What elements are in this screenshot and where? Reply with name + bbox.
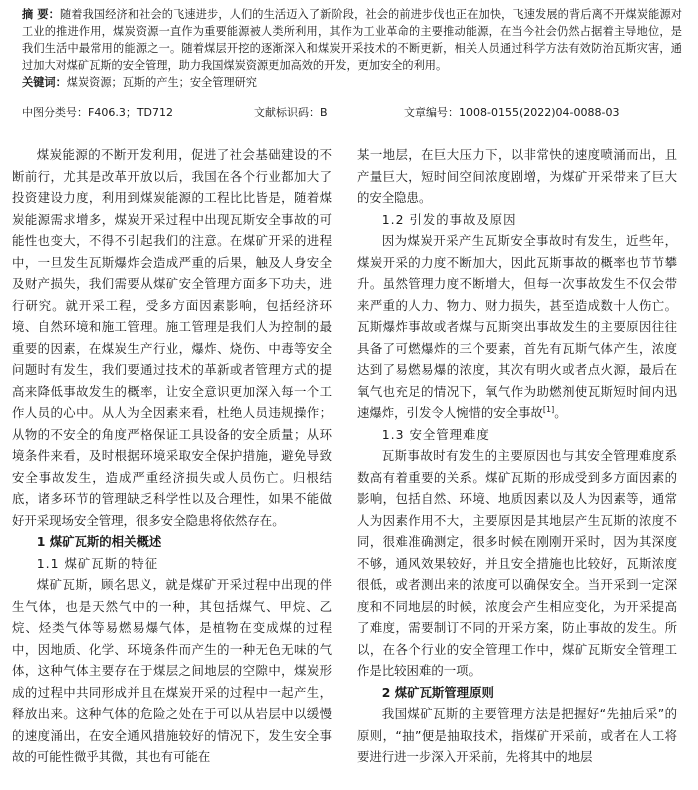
keywords-paragraph — [22, 74, 682, 91]
section-1-2-heading: 1.2 引发的事故及原因 — [381, 211, 517, 227]
abstract-label: 摘 要： — [22, 8, 60, 21]
clc-number: 中图分类号：F406.3；TD712 — [22, 106, 174, 119]
section-2-heading: 2 煤矿瓦斯管理原则 — [381, 684, 494, 700]
section-1-2-paragraph — [357, 230, 677, 424]
keywords-label: 关键词： — [22, 76, 67, 89]
abstract-block — [22, 6, 682, 91]
document-code: 文献标识码：B — [254, 106, 328, 119]
continued-paragraph: 某一地层，在巨大压力下，以非常快的速度喷涌而出，且产量巨大，短时间空间浓度剧增，为煤矿开采带来了巨大的安全隐患。 — [357, 147, 677, 205]
keywords-text: 煤炭资源；瓦斯的产生；安全管理研究 — [66, 76, 257, 89]
left-column — [12, 144, 332, 768]
section-1-2-end: 。 — [554, 405, 567, 420]
section-1-3-heading: 1.3 安全管理难度 — [381, 426, 490, 442]
article-number: 文章编号：1008-0155(2022)04-0088-03 — [404, 106, 620, 119]
abstract-paragraph — [22, 6, 682, 74]
article-meta — [22, 104, 682, 120]
intro-paragraph: 煤炭能源的不断开发利用，促进了社会基础建设的不断前行，尤其是改革开放以后，我国在各个行业都加大了投资建设力度，利用到煤炭能源的工程比比皆是，随着煤炭能源需求增多，煤炭开采过程中出现瓦斯安全事故的可能性也变大，不得不引起我们的注意。在煤矿开采的进程中，一旦发生瓦斯爆炸会造成严重的后果，触及人身安全及财产损失，我们需要从煤矿安全管理方面多下功夫，进行研究。就开采工程，受多方面因素影响，包括经济环境、自然环境和施工管理。施工管理是我们人为控制的最重要的因素，在煤炭生产行业，爆炸、烧伤、中毒等安全问题时有发生，我们要通过技术的革新或者管理方式的提高来降低事故发生的概率，让安全意识更加深入每一个工作人员的心中。从人为全因素来看，杜绝人员违规操作；从物的不安全的角度严格保证工具设备的安全质量；从环境条件来看，及时根据环境采取安全保护措施，避免导致安全事故发生，造成严重经济损失或人员伤亡。归根结底，诸多环节的管理缺乏科学性以及合理性，如果不能做好开采现场安全管理，很多安全隐患将依然存在。 — [12, 147, 332, 528]
section-1-1-paragraph: 煤矿瓦斯，顾名思义，就是煤矿开采过程中出现的伴生气体，也是天然气中的一种，其包括煤气、甲烷、乙烷、烃类气体等易燃易爆气体，是植物在变成煤的过程中，因地质、化学、环境条件而产生的一种无色无味的气体，这种气体主要存在于煤层之间地层的空隙中，煤炭形成的过程中共同形成并且在煤炭开采的过程中一起产生，释放出来。这种气体的危险之处在于可以从岩层中以缓慢的速度涌出，在安全通风措施较好的情况下，发生安全事故的可能性微乎其微，其也有可能在 — [12, 577, 332, 764]
section-1-3-paragraph: 瓦斯事故时有发生的主要原因也与其安全管理难度系数高有着重要的关系。煤矿瓦斯的形成受到多方面因素的影响，包括自然、环境、地质因素以及人为因素等，通常人为因素作用不大，主要原因是其地层产生瓦斯的浓度不同，很难准确测定，很多时候在刚刚开采时，因为其深度不够，通风效果较好，并且安全措施也比较好，瓦斯浓度很低，或者测出来的浓度可以确保安全。当开采到一定深度和不同地层的时候，浓度会产生相应变化，为开采提高了难度，需要制订不同的开采方案，防止事故的发生。所以，在各个行业的安全管理工作中，煤矿瓦斯安全管理工作是比较困难的一项。 — [357, 448, 677, 678]
abstract-text: 随着我国经济和社会的飞速进步，人们的生活迈入了新阶段，社会的前进步伐也正在加快，飞速发展的背后离不开煤炭能源对工业的推进作用，煤炭资源一直作为重要能源被人类所利用，其作为工业革命的主要推动能源，在当今社会仍然占据着主导地位，是我们生活中最常用的能源之一。随着煤层开挖的逐渐深入和煤炭开采技术的不断更新，相关人员通过科学方法有效防治瓦斯灾害，通过加大对煤矿瓦斯的安全管理，助力我国煤炭资源更加高效的开发，更加安全的利用。 — [22, 8, 682, 72]
section-1-heading: 1 煤矿瓦斯的相关概述 — [36, 534, 162, 549]
section-2-paragraph: 我国煤矿瓦斯的主要管理方法是把握好“先抽后采”的原则，“抽”便是抽取技术，指煤矿开采前，或者在人工将要进行进一步深入开采前，先将其中的地层 — [357, 706, 677, 764]
citation-ref: [1] — [542, 404, 555, 414]
section-1-1-heading: 1.1 煤矿瓦斯的特征 — [36, 555, 159, 571]
right-column — [357, 144, 677, 768]
section-1-2-text: 因为煤炭开采产生瓦斯安全事故时有发生，近些年，煤炭开采的力度不断加大，因此瓦斯事故的概率也节节攀升。虽然管理力度不断增大，但每一次事故发生不仅会带来严重的人力、物力、财力损失，甚至造成数十人伤亡。瓦斯爆炸事故或者煤与瓦斯突出事故发生的主要原因往往具备了可燃爆炸的三个要素，首先有瓦斯气体产生，浓度达到了易燃易爆的浓度，其次有明火或者点火源，最后在氧气也充足的情况下，氧气作为助燃剂使瓦斯短时间内迅速爆炸，引发令人惋惜的安全事故 — [357, 233, 677, 420]
